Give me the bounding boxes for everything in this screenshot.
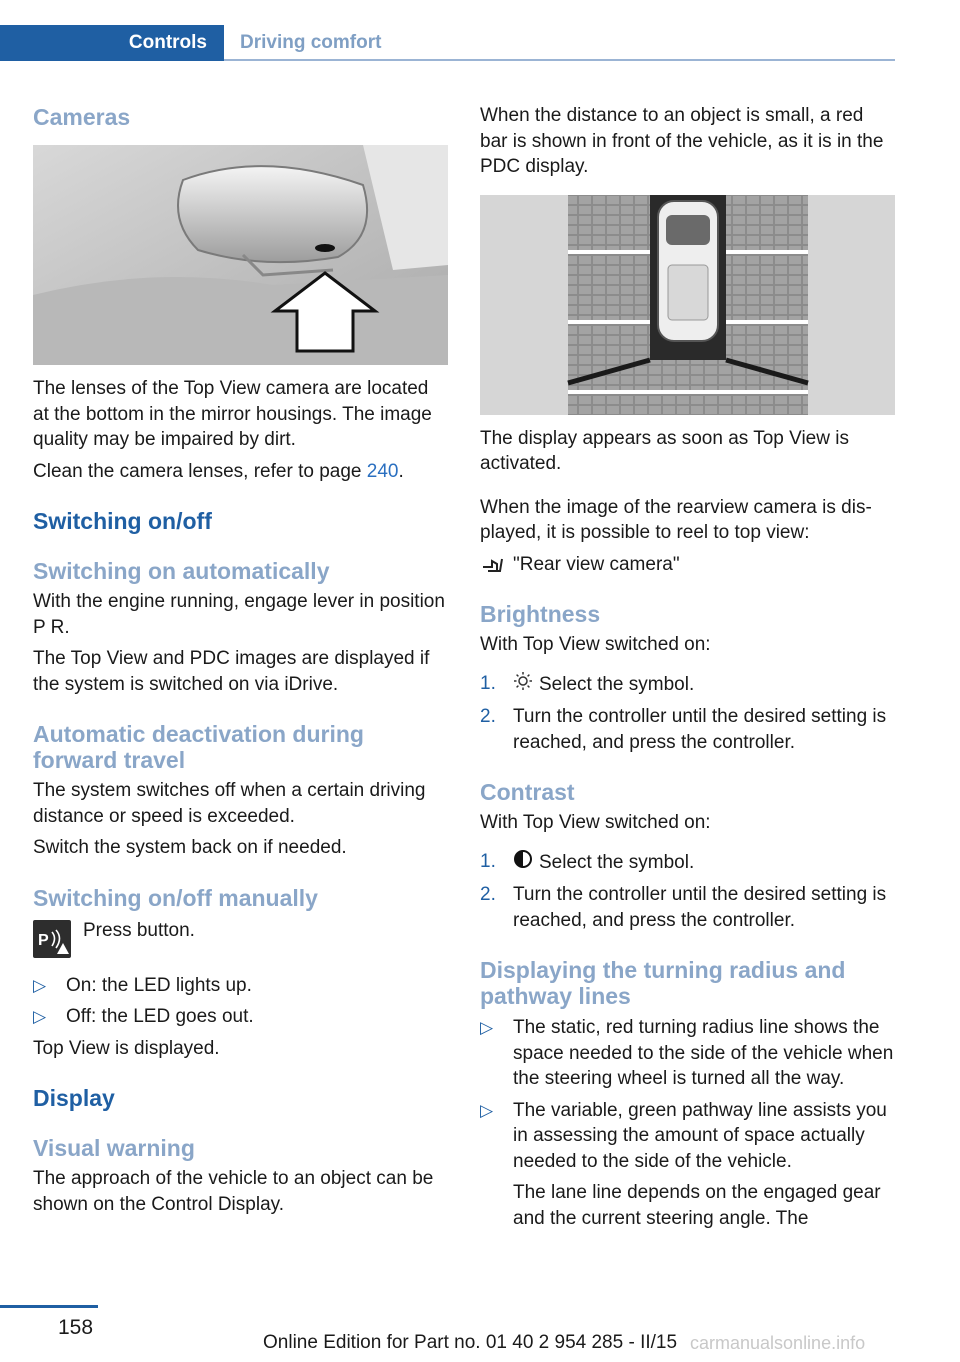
- paragraph-engine: With the engine running, engage lever in position P R.: [33, 591, 445, 638]
- paragraph-with-top-view-1: With Top View switched on:: [480, 634, 711, 655]
- topview-button-icon: [33, 920, 71, 958]
- paragraph-lane-line: The lane line depends on the engaged gear and the current steering angle. The: [513, 1182, 881, 1229]
- paragraph-switch-back: Switch the system back on if needed.: [33, 837, 347, 858]
- paragraph-rear-view-camera: "Rear view camera": [480, 552, 896, 578]
- paragraph-appears: The display appears as soon as Top View is activated.: [480, 427, 849, 474]
- heading-contrast: Contrast: [480, 779, 575, 805]
- tab-controls[interactable]: Controls: [0, 25, 224, 61]
- triangle-bullet-icon: ▷: [480, 1100, 494, 1120]
- heading-switching-manually: Switching on/off manually: [33, 884, 318, 911]
- clean-suffix: .: [398, 460, 404, 482]
- svg-text:P: P: [38, 931, 49, 949]
- page-link-240[interactable]: 240: [366, 460, 399, 482]
- bullet-pathway-line: ▷ The variable, green pathway line assists you in assessing the amount of space actually needed to the side of the vehicle.: [480, 1099, 887, 1172]
- paragraph-rearview: When the image of the rearview camera is displayed, it is possible to reel to top view:: [480, 496, 872, 543]
- left-column: [33, 100, 449, 1217]
- heading-turning-radius: Displaying the turning radius and pathway lines: [480, 957, 846, 1009]
- clean-text: Clean the camera lenses, refer to page: [33, 460, 367, 482]
- paragraph-approach: The approach of the vehicle to an object can be shown on the Control Display.: [33, 1168, 434, 1215]
- page-number: 158: [58, 1316, 94, 1339]
- tab-driving-comfort[interactable]: Driving comfort: [240, 32, 382, 53]
- contrast-icon: [513, 849, 533, 877]
- heading-cameras: Cameras: [33, 104, 131, 130]
- heading-automatic-deactivation: Automatic deactivation during forward travel: [33, 721, 364, 773]
- triangle-bullet-icon: ▷: [33, 1007, 47, 1026]
- brightness-steps: [480, 671, 896, 756]
- brightness-step-1: 1. Select the symbol.: [480, 671, 896, 699]
- triangle-bullet-icon: ▷: [33, 975, 47, 995]
- contrast-steps: [480, 849, 896, 934]
- press-button-row: [33, 918, 449, 964]
- paragraph-topview-pdc: The Top View and PDC images are displayed if the system is switched on via iDrive.: [33, 648, 430, 695]
- heading-switching-on-automatically: Switching on automatically: [33, 558, 330, 584]
- led-bullet-list: [33, 973, 449, 1030]
- paragraph-clean: [33, 459, 449, 485]
- paragraph-top-view-displayed: Top View is displayed.: [33, 1037, 220, 1059]
- rear-view-camera-icon: [480, 555, 504, 583]
- contrast-step-2: 2. Turn the controller until the desired setting is reached, and press the controller.: [480, 884, 887, 931]
- turning-bullet-list: [480, 1015, 896, 1174]
- top-view-drawing: [480, 195, 895, 415]
- paragraph-press-button: Press button.: [83, 919, 195, 941]
- bullet-led-off: ▷ Off: the LED goes out.: [33, 1004, 449, 1030]
- heading-visual-warning: Visual warning: [33, 1135, 195, 1161]
- footer-rule: [0, 1305, 98, 1308]
- contrast-step-1: 1. Select the symbol.: [480, 849, 896, 877]
- top-view-display-illustration: [480, 195, 895, 415]
- mirror-camera-illustration: [33, 145, 448, 365]
- mirror-camera-drawing: [33, 145, 448, 365]
- triangle-bullet-icon: ▷: [480, 1018, 494, 1037]
- edition-text: Online Edition for Part no. 01 40 2 954 285 - II/15: [263, 1332, 678, 1353]
- brightness-icon: [513, 671, 533, 699]
- bullet-turning-radius: ▷ The static, red turning radius line shows the space needed to the side of the vehicle when the steering wheel is turned all the way.: [480, 1017, 894, 1089]
- heading-brightness: Brightness: [480, 601, 601, 627]
- brightness-step-2: 2. Turn the controller until the desired setting is reached, and press the controller.: [480, 706, 887, 753]
- watermark: carmanualsonline.info: [690, 1333, 866, 1353]
- heading-display: Display: [33, 1085, 115, 1111]
- paragraph-lenses: The lenses of the Top View camera are located at the bottom in the mirror housings. The image quality may be impaired by dirt.: [33, 378, 432, 450]
- paragraph-switches-off: The system switches off when a certain driving distance or speed is exceeded.: [33, 780, 426, 827]
- header-rule: [224, 59, 895, 61]
- page-header: [0, 25, 895, 62]
- right-column: [480, 100, 896, 1231]
- bullet-led-on: ▷ On: the LED lights up.: [33, 973, 449, 999]
- heading-switching-on-off: Switching on/off: [33, 508, 212, 534]
- paragraph-with-top-view-2: With Top View switched on:: [480, 812, 711, 833]
- paragraph-distance: When the distance to an object is small, a red bar is shown in front of the vehicle, as it is in the PDC display.: [480, 105, 884, 177]
